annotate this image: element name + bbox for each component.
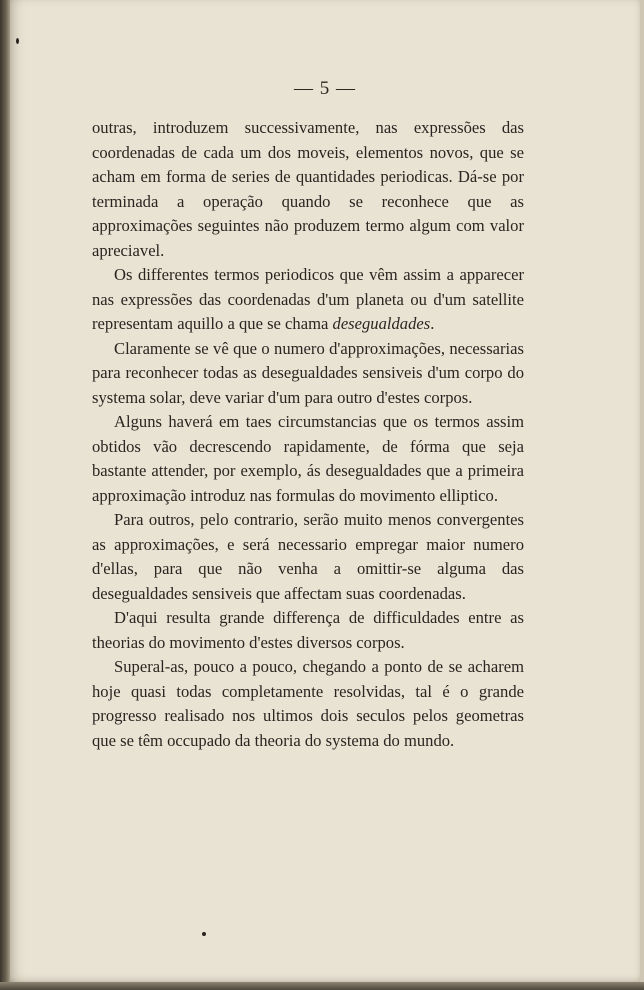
paragraph-3: Claramente se vê que o numero d'approximações, necessarias para reconhecer todas as desegualdades sensiveis d'um corpo do systema solar, deve variar d'um para outro d'estes corpos. xyxy=(92,338,524,407)
paragraph-7: Superal-as, pouco a pouco, chegando a ponto de se acharem hoje quasi todas completamente resolvidas, tal é o grande progresso realisado nos ultimos dois seculos pelos geometras que se têm occupado da theoria do systema do mundo. xyxy=(92,657,524,750)
ink-speck-top xyxy=(16,38,19,44)
paragraph-2-end: . xyxy=(430,314,435,333)
paragraph-6: D'aqui resulta grande differença de difficuldades entre as theorias do movimento d'estes diversos corpos. xyxy=(92,608,524,652)
book-page xyxy=(10,0,640,982)
ink-speck xyxy=(202,932,206,936)
paragraph-5: Para outros, pelo contrario, serão muito menos convergentes as approximações, e será necessario empregar maior numero d'ellas, para que não venha a omittir-se alguma das desegualdades sensiveis que affectam suas coordenadas. xyxy=(92,510,524,603)
paragraph-1: outras, introduzem successivamente, nas expressões das coordenadas de cada um dos moveis, elementos novos, que se acham em forma de series de quantidades periodicas. Dá-se por terminada a operação quando se reconhece que as approximações seguintes não produzem termo algum com valor apreciavel. xyxy=(92,118,524,260)
paragraph-2 xyxy=(92,263,524,337)
page-number: — 5 — xyxy=(294,78,356,99)
emphasized-term: desegualdades xyxy=(332,314,431,333)
body-text xyxy=(92,116,524,753)
paragraph-4: Alguns haverá em taes circumstancias que os termos assim obtidos vão decrescendo rapidamente, de fórma que seja bastante attender, por exemplo, ás desegualdades que a primeira approximação introduz nas formulas do movimento elliptico. xyxy=(92,412,524,505)
page-bottom-edge xyxy=(0,982,644,990)
book-spine xyxy=(0,0,10,990)
paragraph-2-text: Os differentes termos periodicos que vêm assim a apparecer nas expressões das coordenadas d'um planeta ou d'um satellite representam aquillo a que se chama xyxy=(92,265,524,333)
